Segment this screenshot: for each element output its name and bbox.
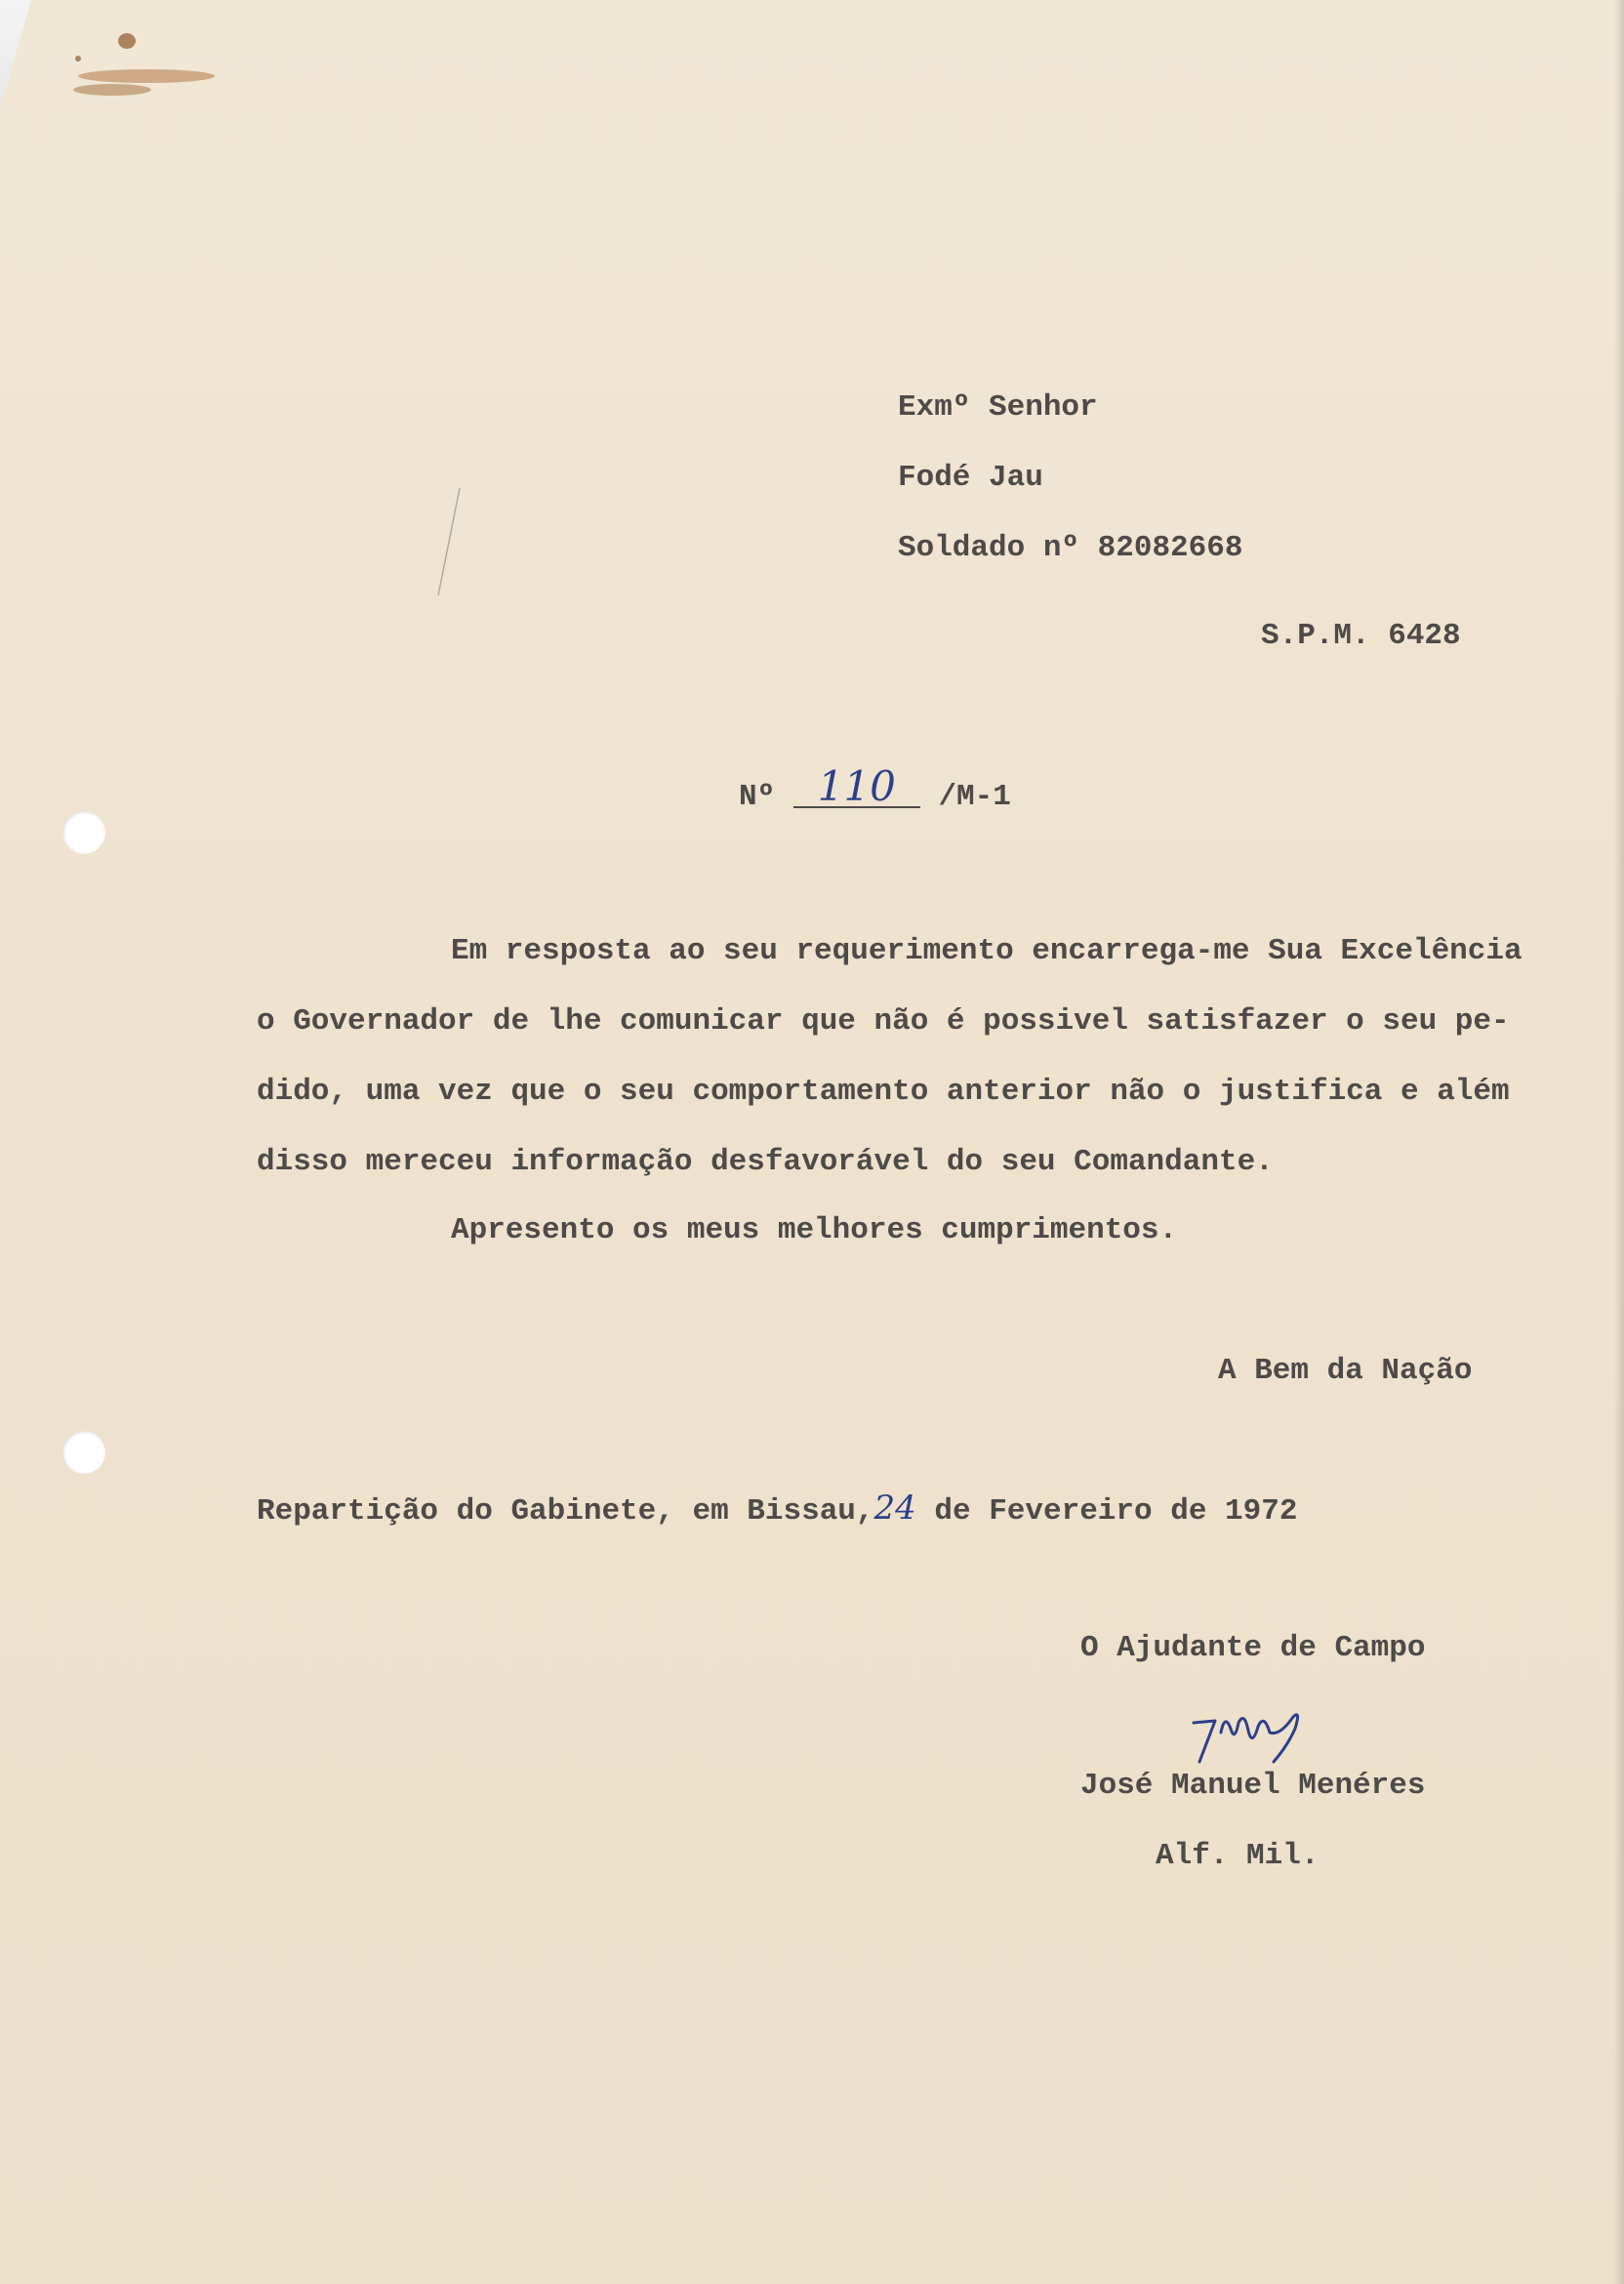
- reference-prefix: Nº: [739, 780, 776, 814]
- addressee-salutation: Exmº Senhor: [898, 390, 1098, 425]
- reference-number: [739, 762, 1011, 814]
- signatory-name: José Manuel Menéres: [1080, 1769, 1426, 1803]
- body-line-1: Em resposta ao seu requerimento encarrega-me Sua Excelência: [451, 934, 1522, 968]
- closing-formula: A Bem da Nação: [1218, 1354, 1473, 1388]
- punch-hole-top: [62, 811, 105, 854]
- page-edge-shadow: [1614, 0, 1624, 2284]
- signatory-rank: Alf. Mil.: [1156, 1839, 1320, 1873]
- punch-hole-bottom: [62, 1431, 105, 1474]
- reference-handwritten-number: 110: [793, 767, 920, 808]
- stray-pen-mark: [434, 486, 464, 598]
- body-line-5: Apresento os meus melhores cumprimentos.: [451, 1213, 1178, 1247]
- date-handwritten-day: 24: [873, 1489, 916, 1528]
- staple-rust-mark: [39, 20, 224, 107]
- signatory-title: O Ajudante de Campo: [1080, 1631, 1426, 1665]
- body-line-2: o Governador de lhe comunicar que não é possivel satisfazer o seu pe-: [257, 1004, 1510, 1039]
- date-line-suffix: de Fevereiro de 1972: [915, 1494, 1298, 1529]
- addressee-name: Fodé Jau: [898, 461, 1043, 495]
- handwritten-signature: [1186, 1693, 1332, 1772]
- body-line-3: dido, uma vez que o seu comportamento anterior não o justifica e além: [257, 1075, 1510, 1109]
- addressee-rank-number: Soldado nº 82082668: [898, 531, 1243, 565]
- addressee-postal: S.P.M. 6428: [1261, 619, 1461, 653]
- date-line-prefix: Repartição do Gabinete, em Bissau,: [257, 1494, 874, 1529]
- folded-corner: [0, 0, 31, 107]
- body-line-4: disso mereceu informação desfavorável do seu Comandante.: [257, 1145, 1274, 1179]
- reference-suffix: /M-1: [938, 780, 1011, 814]
- date-line: [257, 1489, 1297, 1529]
